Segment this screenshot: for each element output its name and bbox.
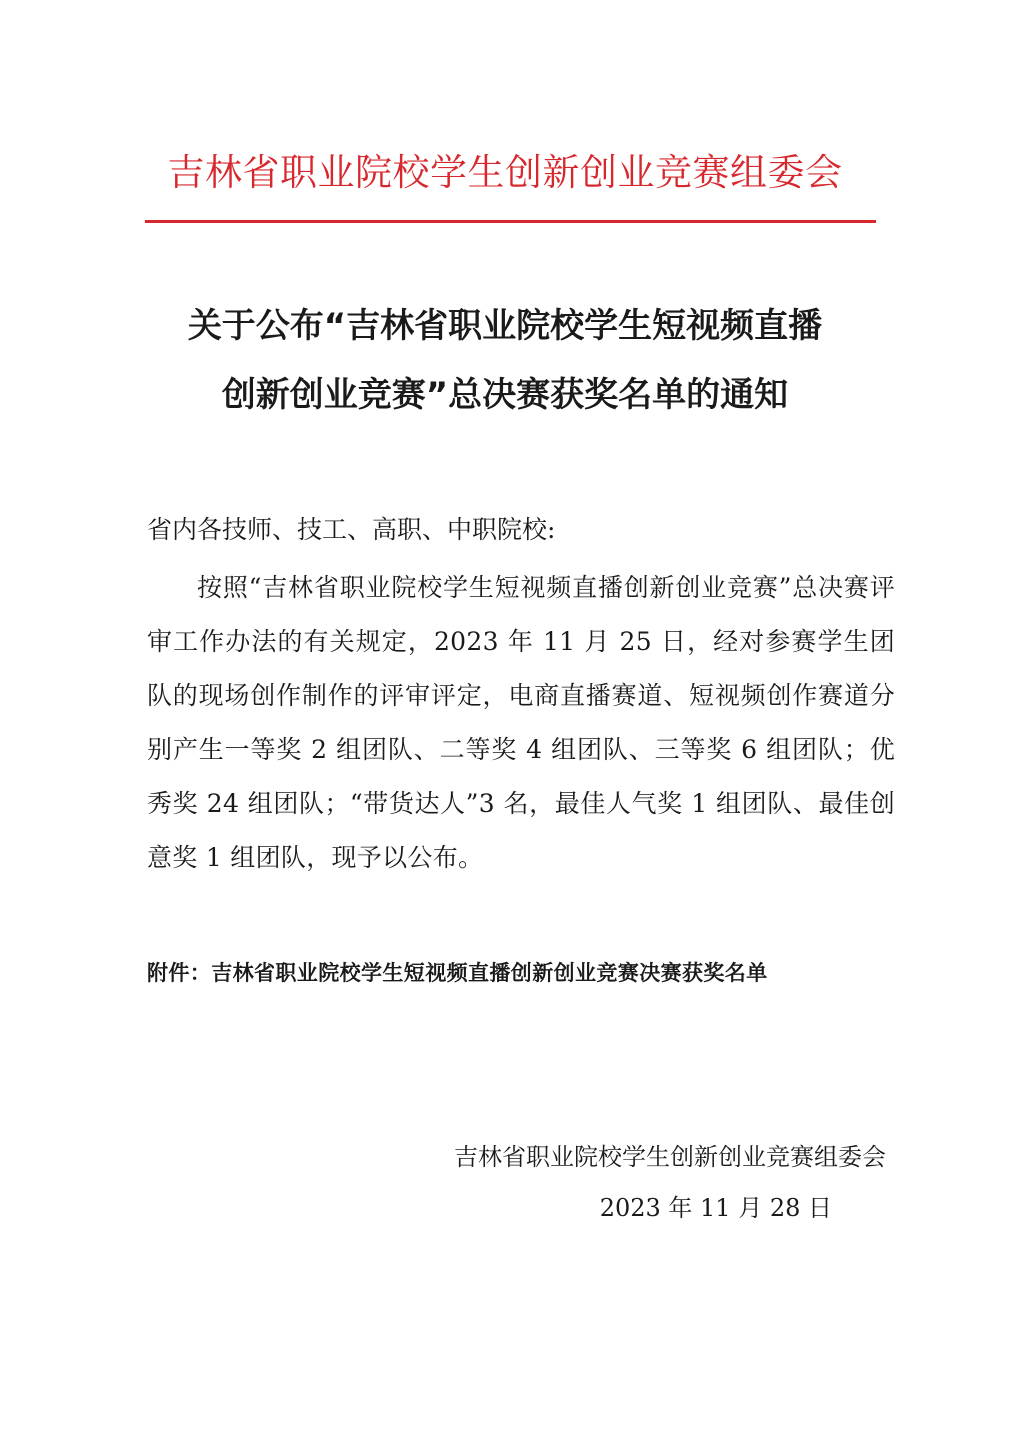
document-title-line-1: 关于公布“吉林省职业院校学生短视频直播 (187, 306, 823, 346)
header-divider (145, 220, 876, 223)
document-title-line-2: 创新创业竞赛”总决赛获奖名单的通知 (221, 375, 789, 415)
signature-date: 2023 年 11 月 28 日 (599, 1194, 832, 1222)
header-organization-title: 吉林省职业院校学生创新创业竞赛组委会 (167, 151, 843, 194)
attachment-line: 附件：吉林省职业院校学生短视频直播创新创业竞赛决赛获奖名单 (147, 960, 768, 985)
body-paragraph: 按照“吉林省职业院校学生短视频直播创新创业竞赛”总决赛评审工作办法的有关规定，2023 年 11 月 25 日，经对参赛学生团队的现场创作制作的评审评定，电商直播赛道、短视频创作赛道分别产生一等奖 2 组团队、二等奖 4 组团队、三等奖 6 组团队；优秀奖 24 组团队；“带货达人”3 名，最佳人气奖 1 组团队、最佳创意奖 1 组团队，现予以公布。 (147, 573, 895, 872)
salutation: 省内各技师、技工、高职、中职院校: (147, 515, 556, 544)
signature-organization: 吉林省职业院校学生创新创业竞赛组委会 (454, 1143, 886, 1171)
